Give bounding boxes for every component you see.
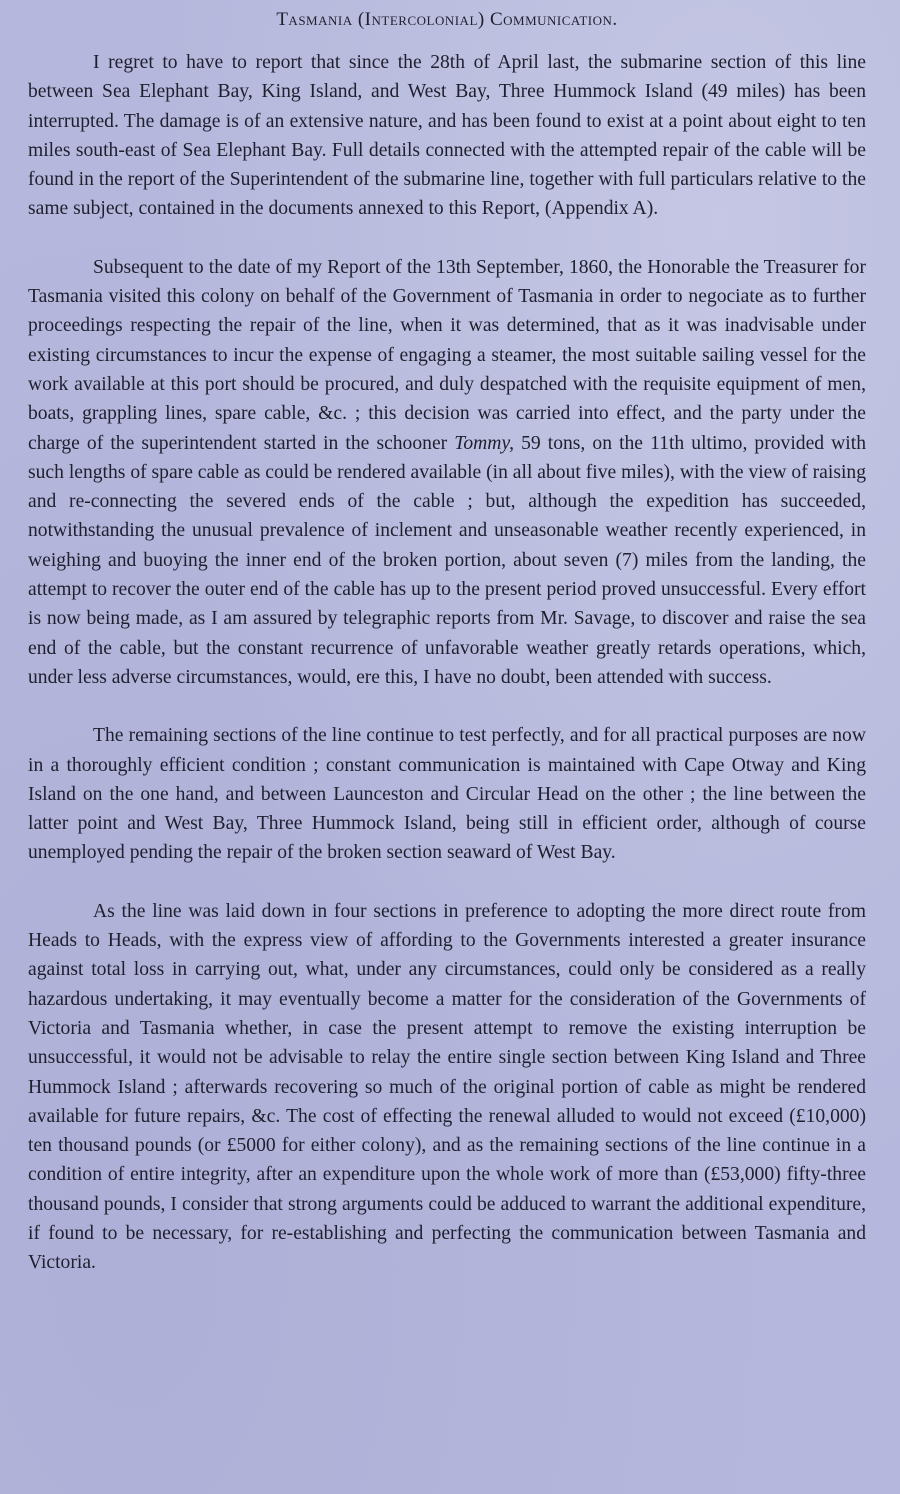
paragraph-remaining-sections: The remaining sections of the line continue to test perfectly, and for all practical purposes are now in a thoroughly efficient condition ; constant communication is maintained with Cape Otway and King Island on the one hand, and between Launceston and Circular Head on the other ; the line between the latter point and West Bay, Three Hummock Island, being still in efficient order, although of course unemployed pending the repair of the broken section seaward of West Bay.	[28, 725, 866, 864]
paragraph-interruption: I regret to have to report that since the 28th of April last, the submarine section of this line between Sea Elephant Bay, King Island, and West Bay, Three Hummock Island (49 miles) has been interrupted. The damage is of an extensive nature, and has been found to exist at a point about eight to ten miles south-east of Sea Elephant Bay. Full details connected with the attempted repair of the cable will be found in the report of the Superintendent of the submarine line, together with full particulars relative to the same subject, contained in the documents annexed to this Report, (Appendix A).	[28, 52, 866, 220]
section-heading: Tasmania (Intercolonial) Communication.	[276, 9, 618, 30]
paragraph-relay-proposal: As the line was laid down in four sections in preference to adopting the more direct route from Heads to Heads, with the express view of affording to the Governments interested a greater insurance against total loss in carrying out, what, under any circumstances, could only be considered as a really hazardous undertaking, it may eventually become a matter for the consideration of the Governments of Victoria and Tasmania whether, in case the present attempt to remove the existing interruption be unsuccessful, it would not be advisable to relay the entire single section between King Island and Three Hummock Island ; afterwards recovering so much of the original portion of cable as might be rendered available for future repairs, &c. The cost of effecting the renewal alluded to would not exceed (£10,000) ten thousand pounds (or £5000 for either colony), and as the remaining sections of the line continue in a condition of entire integrity, after an expenditure upon the whole work of more than (£53,000) fifty-three thousand pounds, I consider that strong arguments could be adduced to warrant the additional expenditure, if found to be necessary, for re-establishing and perfecting the communication between Tasmania and Victoria.	[28, 900, 866, 1274]
vessel-name: Tommy,	[454, 432, 514, 454]
paragraph-text-before: Subsequent to the date of my Report of the 13th September, 1860, the Honorable the Treasurer for Tasmania visited this colony on behalf of the Government of Tasmania in order to negociate as to further proceedings respecting the repair of the line, when it was determined, that as it was inadvisable under existing circumstances to incur the expense of engaging a steamer, the most suitable sailing vessel for the work available at this port should be procured, and duly despatched with the requisite equipment of men, boats, grappling lines, spare cable, &c. ; this decision was carried into effect, and the party under the charge of the superintendent started in the schooner	[28, 256, 866, 454]
paragraph-text-after: 59 tons, on the 11th ultimo, provided with such lengths of spare cable as could be rendered available (in all about five miles), with the view of raising and re-connecting the severed ends of the cable ; but, although the expedition has succeeded, notwithstanding the unusual prevalence of inclement and unseasonable weather recently experienced, in weighing and buoying the inner end of the broken portion, about seven (7) miles from the landing, the attempt to recover the outer end of the cable has up to the present period proved unsuccessful. Every effort is now being made, as I am assured by telegraphic reports from Mr. Savage, to discover and raise the sea end of the cable, but the constant recurrence of unfavorable weather greatly retards operations, which, under less adverse circumstances, would, ere this, I have no doubt, been attended with success.	[28, 432, 866, 688]
paragraph-repair-expedition	[28, 253, 866, 692]
